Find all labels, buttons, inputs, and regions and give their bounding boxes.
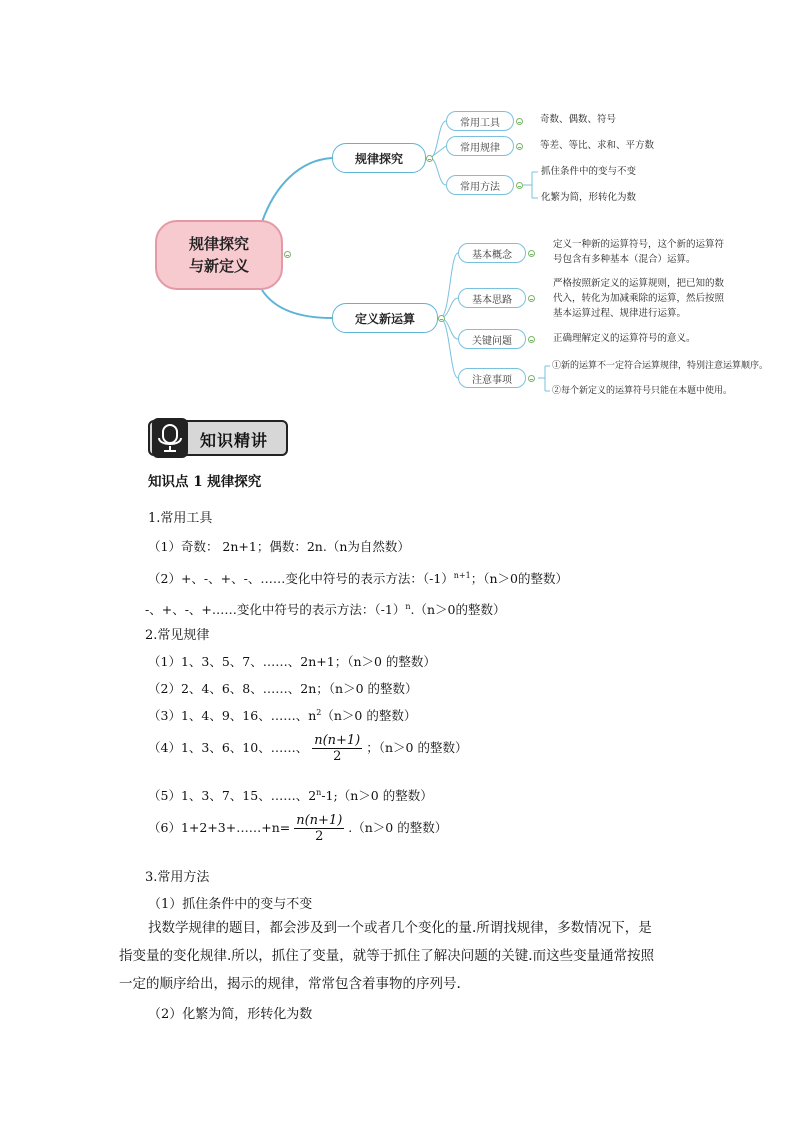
section-badge-label: 知识精讲: [200, 431, 269, 450]
leaf-desc: 抓住条件中的变与不变: [541, 166, 637, 177]
s2-rule-1: （1）1、3、5、7、……、2n+1；（n＞0 的整数）: [148, 654, 436, 669]
leaf-desc: 定义一种新的运算符号，这个新的运算符: [553, 239, 725, 250]
root-line-1: 规律探究: [188, 235, 249, 253]
leaf-common-methods: 常用方法: [446, 175, 514, 195]
leaf-key-issue: 关键问题: [458, 329, 526, 349]
s2-rule-4: （4）1、3、6、10、……、 $\frac{n(n+1)}{2}$ ；（n＞0 的整数）: [148, 733, 468, 764]
s2-heading: 2.常见规律: [145, 628, 210, 643]
knowledge-point-title: 知识点 1 规律探究: [148, 474, 262, 490]
s3-para-line-1: 找数学规律的题目，都会涉及到一个或者几个变化的量.所谓找规律，多数情况下，是: [148, 920, 652, 936]
collapse-icon: [438, 315, 445, 322]
leaf-desc: 严格按照新定义的运算规则，把已知的数: [553, 278, 725, 289]
leaf-desc: 代入，转化为加减乘除的运算，然后按照: [553, 293, 725, 304]
branch-node-rule-explore: 规律探究: [332, 143, 426, 173]
s3-para-line-3: 一定的顺序给出，揭示的规律，常常包含着事物的序列号.: [119, 976, 461, 992]
s3-method-2: （2）化繁为简，形转化为数: [148, 1007, 313, 1022]
collapse-icon: [284, 251, 291, 258]
leaf-desc: 等差、等比、求和、平方数: [540, 140, 655, 151]
mindmap-connectors: [0, 0, 793, 410]
leaf-desc: 基本运算过程、规律进行运算。: [553, 308, 687, 319]
leaf-basic-approach: 基本思路: [458, 288, 526, 308]
collapse-icon: [528, 250, 535, 257]
mindmap-root-node: [155, 220, 283, 290]
leaf-desc: 化繁为简，形转化为数: [541, 192, 637, 203]
s2-rule-2: （2）2、4、6、8、……、2n；（n＞0 的整数）: [148, 681, 418, 696]
s1-heading: 1.常用工具: [148, 511, 213, 526]
collapse-icon: [528, 295, 535, 302]
leaf-basic-concept: 基本概念: [458, 243, 526, 263]
leaf-notes: 注意事项: [458, 368, 526, 388]
root-line-2: 与新定义: [188, 257, 249, 275]
s2-rule-5: （5）1、3、7、15、……、$2^n-1;(n>0$ 的整数）: [148, 787, 433, 803]
leaf-desc: 号包含有多种基本（混合）运算。: [553, 254, 696, 265]
collapse-icon: [516, 182, 523, 189]
s2-rule-3: （3）1、4、9、16、……、$n^2(n>0$ 的整数）: [148, 707, 417, 723]
s1-line-1: （1）奇数： 2n+1；偶数：2n.（n为自然数）: [148, 539, 410, 554]
leaf-desc: ①新的运算不一定符合运算规律，特别注意运算顺序。: [552, 361, 769, 371]
leaf-desc: 奇数、偶数、符号: [540, 114, 617, 125]
s3-method-1: （1）抓住条件中的变与不变: [148, 897, 313, 912]
fraction: $\frac{n(n+1)}{2}$: [314, 733, 361, 764]
s2-rule-6: （6）1+2+3+……+n= $\frac{n(n+1)}{2}$ .（n＞0 的整数）: [148, 813, 448, 844]
branch-node-new-operation: 定义新运算: [332, 303, 438, 333]
collapse-icon: [528, 375, 535, 382]
collapse-icon: [426, 155, 433, 162]
s1-line-3: -、+、-、+……变化中符号的表示方法：$(-1)^n.(n>0$的整数）: [145, 601, 506, 617]
collapse-icon: [528, 336, 535, 343]
collapse-icon: [516, 118, 523, 125]
leaf-desc: ②每个新定义的运算符号只能在本题中使用。: [552, 386, 733, 396]
s1-line-2: （2）+、-、+、-、……变化中符号的表示方法：$(-1)^{n+1}$；（n＞0的整数）: [148, 570, 568, 586]
s3-para-line-2: 指变量的变化规律.所以，抓住了变量，就等于抓住了解决问题的关键.而这些变量通常按照: [119, 948, 655, 964]
leaf-common-rules: 常用规律: [446, 136, 514, 156]
microphone-icon: [152, 418, 188, 458]
leaf-common-tools: 常用工具: [446, 111, 514, 131]
collapse-icon: [516, 143, 523, 150]
fraction: $\frac{n(n+1)}{2}$: [296, 813, 343, 844]
s3-heading: 3.常用方法: [145, 870, 210, 885]
leaf-desc: 正确理解定义的运算符号的意义。: [553, 333, 696, 344]
